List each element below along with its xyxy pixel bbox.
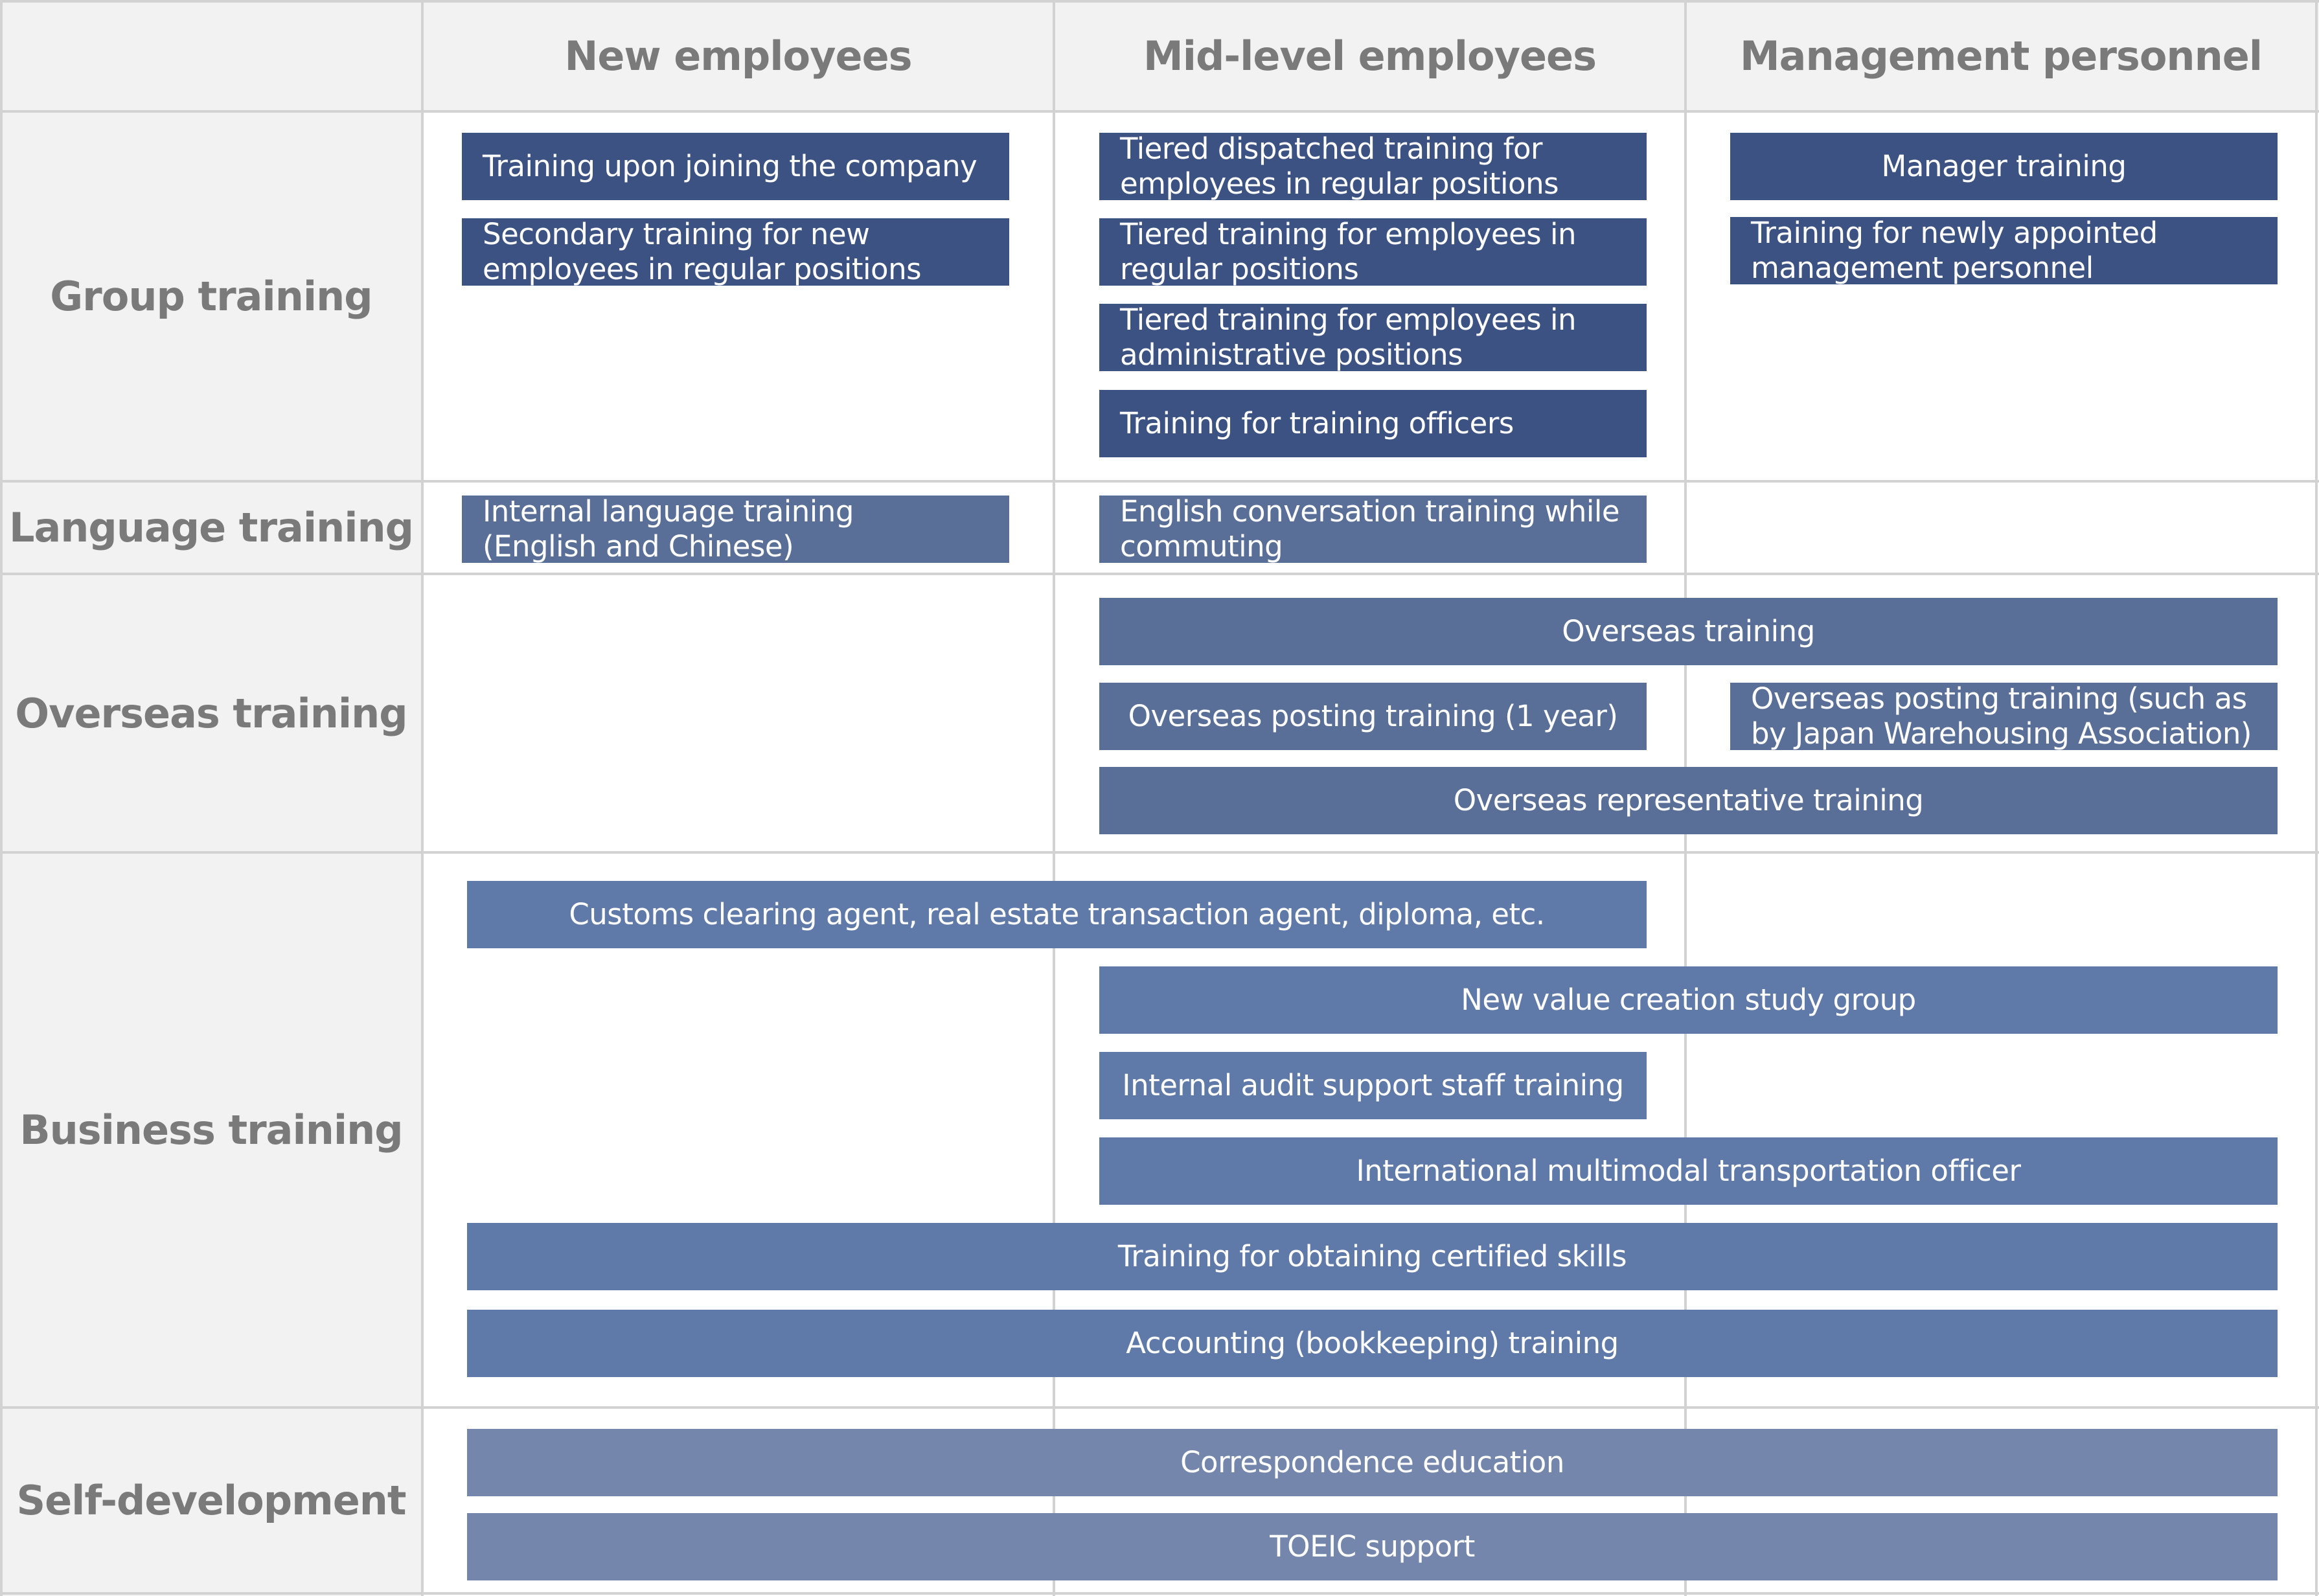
bar-tiered-training-regular: Tiered training for employees in regular positions [1099, 218, 1647, 286]
bar-international-multimodal: International multimodal transportation officer [1099, 1137, 2278, 1205]
bar-overseas-representative-training: Overseas representative training [1099, 767, 2278, 834]
row-label-language-training: Language training [8, 504, 414, 551]
grid-line-right [2315, 0, 2318, 1596]
column-header-new-employees: New employees [564, 32, 912, 80]
bar-internal-audit-support: Internal audit support staff training [1099, 1052, 1647, 1119]
bar-training-for-training-officers: Training for training officers [1099, 390, 1647, 457]
bar-toeic-support: TOEIC support [467, 1513, 2278, 1580]
bar-correspondence-education: Correspondence education [467, 1429, 2278, 1496]
bar-manager-training: Manager training [1730, 133, 2278, 200]
bar-training-upon-joining: Training upon joining the company [462, 133, 1009, 200]
bar-overseas-posting-1-year: Overseas posting training (1 year) [1099, 683, 1647, 750]
column-header-management-personnel: Management personnel [1739, 32, 2263, 80]
bar-internal-language-training: Internal language training (English and Chinese) [462, 496, 1009, 563]
row-label-self-development: Self-development [16, 1477, 406, 1524]
bar-overseas-training: Overseas training [1099, 598, 2278, 665]
column-header-mid-level-employees: Mid-level employees [1143, 32, 1596, 80]
bar-overseas-posting-association: Overseas posting training (such as by Japan Warehousing Association) [1730, 683, 2278, 750]
bar-new-value-creation: New value creation study group [1099, 966, 2278, 1034]
row-label-overseas-training: Overseas training [15, 689, 407, 737]
bar-accounting-training: Accounting (bookkeeping) training [467, 1310, 2278, 1377]
bar-tiered-dispatched-training: Tiered dispatched training for employees in regular positions [1099, 133, 1647, 200]
bar-tiered-training-administrative: Tiered training for employees in administrative positions [1099, 304, 1647, 371]
bar-customs-clearing-agent: Customs clearing agent, real estate transaction agent, diploma, etc. [467, 881, 1647, 948]
bar-newly-appointed-management-training: Training for newly appointed management personnel [1730, 217, 2278, 284]
bar-english-conversation-commuting: English conversation training while commuting [1099, 496, 1647, 563]
row-label-group-training: Group training [50, 273, 372, 320]
grid-line-bottom [0, 1592, 2319, 1595]
bar-secondary-training-new-employees: Secondary training for new employees in regular positions [462, 218, 1009, 286]
row-label-business-training: Business training [19, 1106, 403, 1154]
bar-certified-skills: Training for obtaining certified skills [467, 1223, 2278, 1290]
